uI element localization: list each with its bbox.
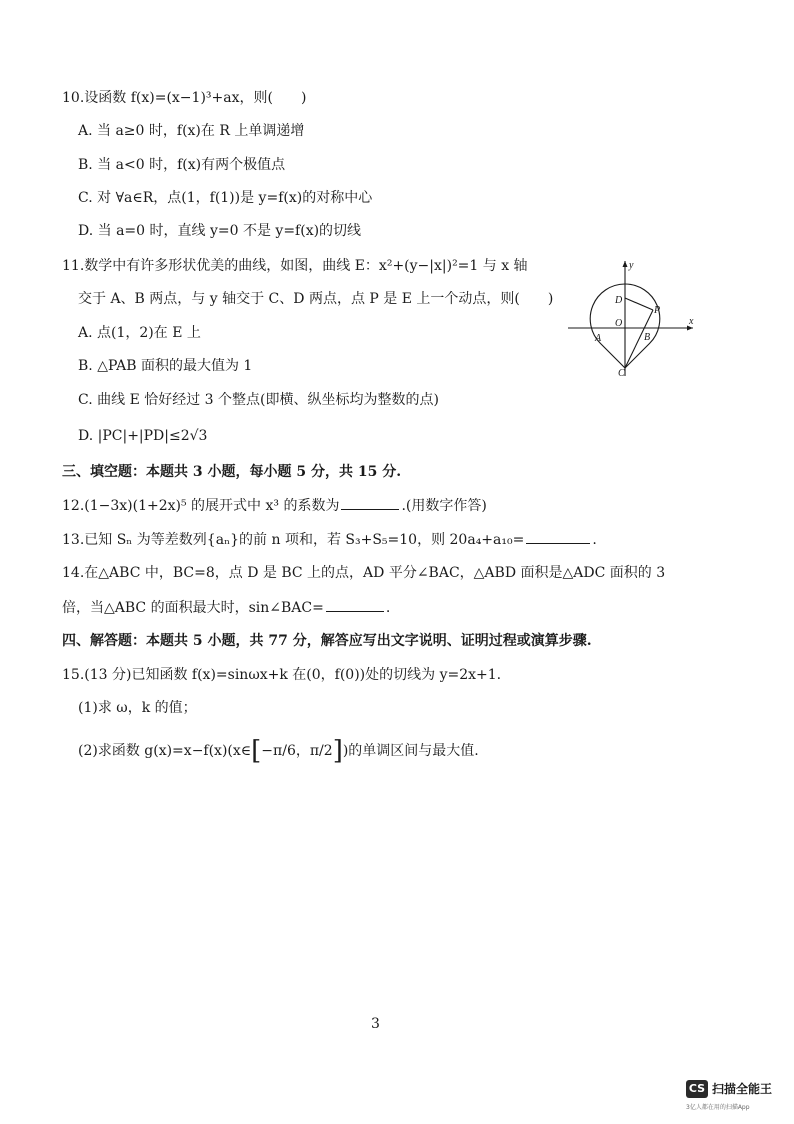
interval-values: −π/6，π/2 [261,743,333,759]
q10-stem: 10.设函数 f(x)=(x−1)³+ax，则( ) [62,90,307,106]
q15-part2-text: (2)求函数 g(x)=x−f(x)(x∈ [78,743,252,759]
q15-part1: (1)求 ω，k 的值； [78,700,197,716]
point-c-label: C [618,368,625,378]
segment-pd [625,298,653,310]
point-a-label: A [595,333,602,344]
q10-option-d: D. 当 a=0 时，直线 y=0 不是 y=f(x)的切线 [78,223,362,239]
x-axis-label: x [689,316,694,327]
interval-right-bracket: ] [332,736,343,766]
scanner-watermark [686,1080,786,1116]
section-4-heading: 四、解答题：本题共 5 小题，共 77 分，解答应写出文字说明、证明过程或演算步骤. [62,633,592,649]
q10-option-a: A. 当 a≥0 时，f(x)在 R 上单调递增 [78,123,305,139]
point-b-label: B [644,332,651,343]
q13-text: 13.已知 Sₙ 为等差数列{aₙ}的前 n 项和，若 S₃+S₅=10，则 20a₄+a₁₀= [62,532,525,548]
y-axis-label: y [629,260,634,271]
interval-left-bracket: [ [251,736,262,766]
q10-option-c: C. 对 ∀a∈R，点(1，f(1))是 y=f(x)的对称中心 [78,190,373,206]
q11-option-d: D. |PC|+|PD|≤2√3 [78,428,208,444]
scanner-app-name: 扫描全能王 [712,1082,773,1096]
q11-stem-line1: 11.数学中有许多形状优美的曲线，如图，曲线 E：x²+(y−|x|)²=1 与 x 轴 [62,258,528,274]
q15-part2-suffix: )的单调区间与最大值. [342,743,479,759]
scanner-logo-icon: CS [686,1080,708,1098]
q14-answer-blank[interactable] [326,597,384,612]
point-p-label: P [654,305,661,316]
q12-answer-blank[interactable] [341,495,399,510]
q14-line2 [62,597,390,618]
point-d-label: D [615,295,623,306]
q11-option-c: C. 曲线 E 恰好经过 3 个整点(即横、纵坐标均为整数的点) [78,392,439,408]
y-axis-arrow [623,261,628,267]
q11-option-b: B. △PAB 面积的最大值为 1 [78,358,253,374]
q14-text: 倍，当△ABC 的面积最大时，sin∠BAC= [62,600,324,616]
q12 [62,495,487,516]
q14-suffix: . [385,600,391,616]
origin-label: O [615,318,623,329]
q11-option-a: A. 点(1，2)在 E 上 [78,325,201,341]
heart-curve-figure [565,258,700,378]
q10-option-b: B. 当 a<0 时，f(x)有两个极值点 [78,157,286,173]
q15-stem: 15.(13 分)已知函数 f(x)=sinωx+k 在(0，f(0))处的切线为 y=2x+1. [62,667,502,683]
q14-line1: 14.在△ABC 中，BC=8，点 D 是 BC 上的点，AD 平分∠BAC，△ABD 面积是△ADC 面积的 3 [62,565,666,581]
q13-answer-blank[interactable] [526,529,590,544]
scanner-slogan: 3亿人都在用的扫描App [686,1104,750,1111]
q11-stem-line2: 交于 A、B 两点，与 y 轴交于 C、D 两点，点 P 是 E 上一个动点，则( ) [78,291,554,307]
q13-suffix: . [592,532,597,548]
q13 [62,529,597,550]
q15-part2 [78,736,479,766]
q12-text: 12.(1−3x)(1+2x)⁵ 的展开式中 x³ 的系数为 [62,498,340,514]
q12-suffix: .(用数字作答) [401,498,487,514]
section-3-heading: 三、填空题：本题共 3 小题，每小题 5 分，共 15 分. [62,464,402,480]
page-number: 3 [371,1016,380,1032]
